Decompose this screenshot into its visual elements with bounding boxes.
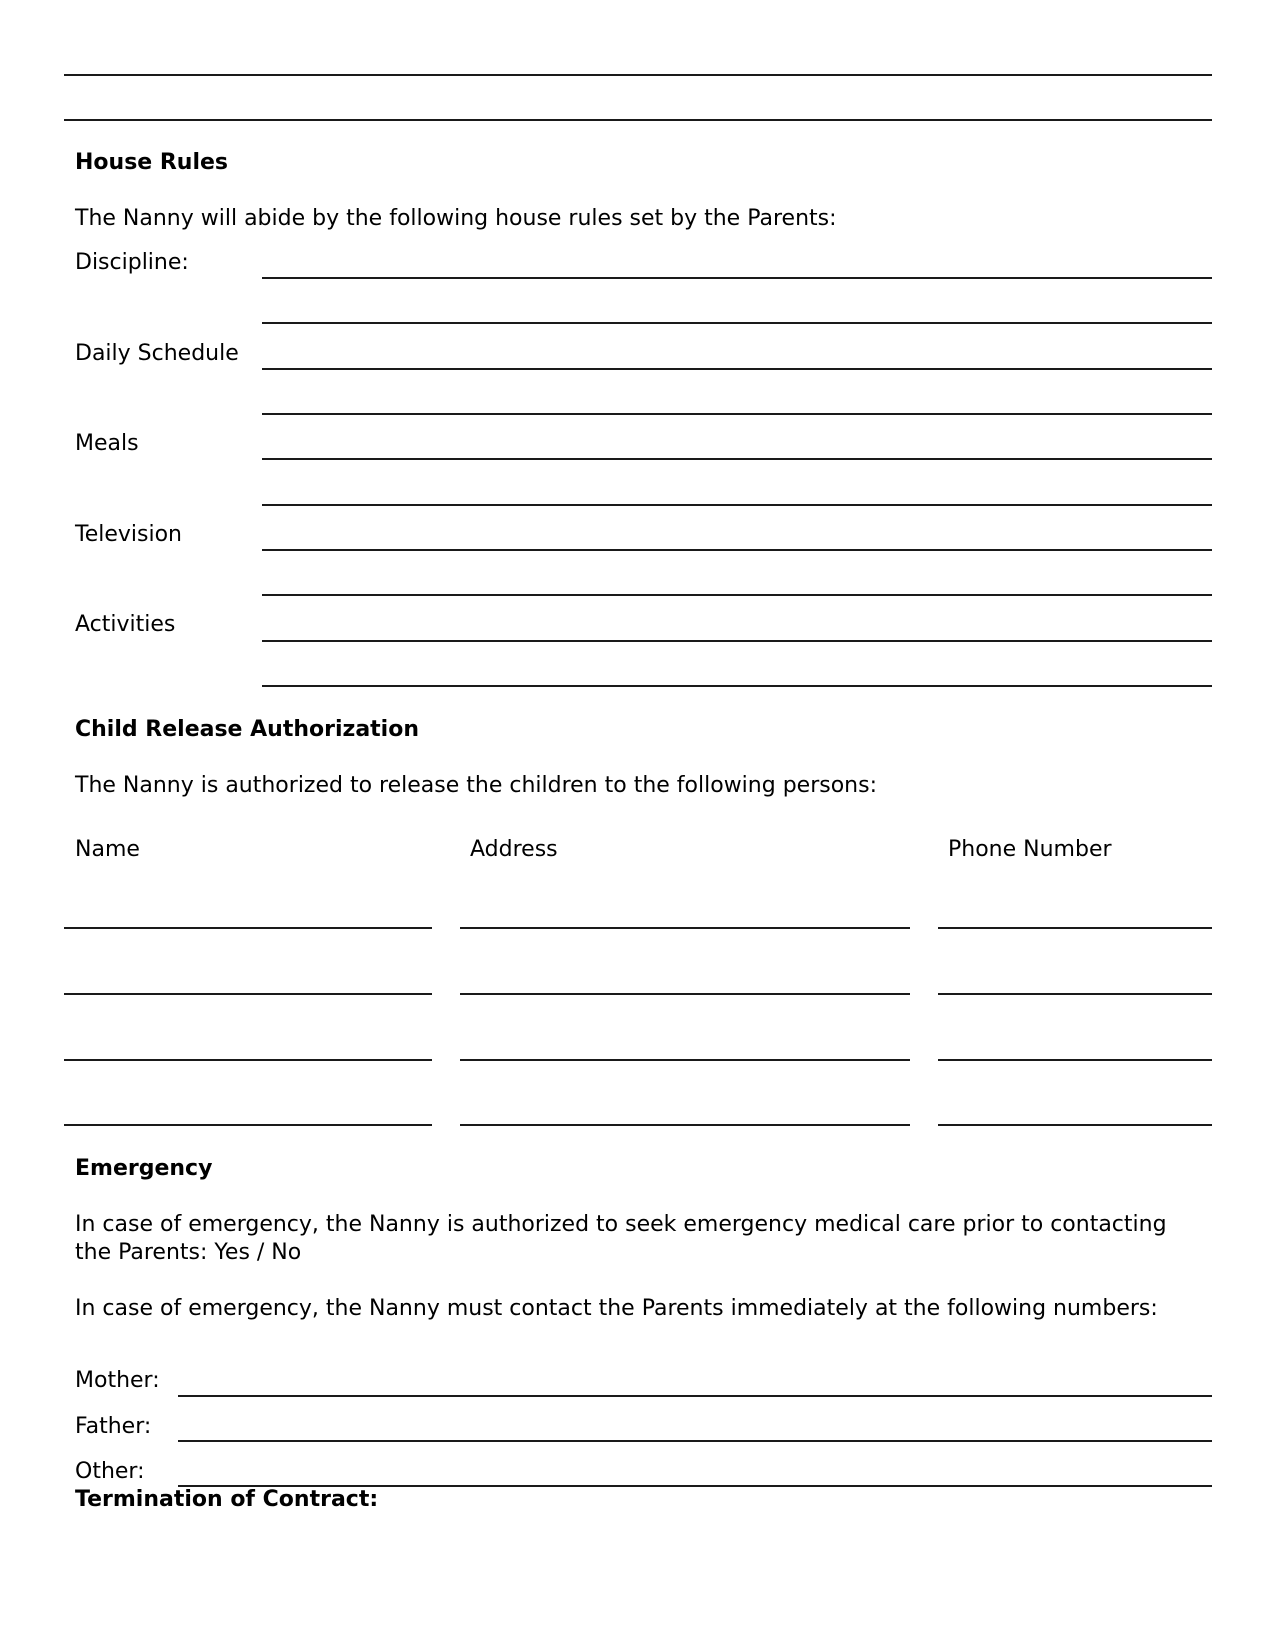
release-row-1-phone-line[interactable]	[938, 927, 1212, 929]
mother-label: Mother:	[75, 1368, 160, 1393]
release-row-3-address-line[interactable]	[460, 1059, 910, 1061]
name-column-header: Name	[75, 837, 140, 862]
release-row-3-name-line[interactable]	[64, 1059, 432, 1061]
house-rules-intro: The Nanny will abide by the following house rules set by the Parents:	[75, 206, 837, 231]
discipline-line-2[interactable]	[262, 322, 1212, 324]
address-column-header: Address	[470, 837, 558, 862]
emergency-medical-care-paragraph: In case of emergency, the Nanny is authorized to seek emergency medical care prior to contacting the Parents: Yes / No	[75, 1212, 1167, 1265]
father-label: Father:	[75, 1414, 152, 1439]
meals-label: Meals	[75, 431, 139, 456]
meals-line-1[interactable]	[262, 458, 1212, 460]
release-row-1-address-line[interactable]	[460, 927, 910, 929]
release-row-2-address-line[interactable]	[460, 993, 910, 995]
daily-schedule-line-1[interactable]	[262, 368, 1212, 370]
release-row-4-name-line[interactable]	[64, 1124, 432, 1126]
activities-line-2[interactable]	[262, 685, 1212, 687]
emergency-contact-paragraph: In case of emergency, the Nanny must contact the Parents immediately at the following numbers:	[75, 1296, 1158, 1321]
release-row-4-address-line[interactable]	[460, 1124, 910, 1126]
release-row-1-name-line[interactable]	[64, 927, 432, 929]
television-line-1[interactable]	[262, 549, 1212, 551]
release-row-2-name-line[interactable]	[64, 993, 432, 995]
top-blank-line-2[interactable]	[64, 119, 1212, 121]
release-row-4-phone-line[interactable]	[938, 1124, 1212, 1126]
daily-schedule-label: Daily Schedule	[75, 341, 239, 366]
mother-phone-line[interactable]	[178, 1395, 1212, 1397]
top-blank-line-1[interactable]	[64, 74, 1212, 76]
activities-line-1[interactable]	[262, 640, 1212, 642]
child-release-intro: The Nanny is authorized to release the children to the following persons:	[75, 773, 877, 798]
meals-line-2[interactable]	[262, 504, 1212, 506]
father-phone-line[interactable]	[178, 1440, 1212, 1442]
other-label: Other:	[75, 1459, 145, 1484]
emergency-heading: Emergency	[75, 1156, 213, 1181]
child-release-heading: Child Release Authorization	[75, 717, 419, 742]
release-row-3-phone-line[interactable]	[938, 1059, 1212, 1061]
television-label: Television	[75, 522, 182, 547]
discipline-line-1[interactable]	[262, 277, 1212, 279]
television-line-2[interactable]	[262, 594, 1212, 596]
activities-label: Activities	[75, 612, 176, 637]
daily-schedule-line-2[interactable]	[262, 413, 1212, 415]
phone-column-header: Phone Number	[948, 837, 1112, 862]
termination-heading: Termination of Contract:	[75, 1487, 379, 1512]
discipline-label: Discipline:	[75, 250, 189, 275]
house-rules-heading: House Rules	[75, 150, 229, 175]
release-row-2-phone-line[interactable]	[938, 993, 1212, 995]
